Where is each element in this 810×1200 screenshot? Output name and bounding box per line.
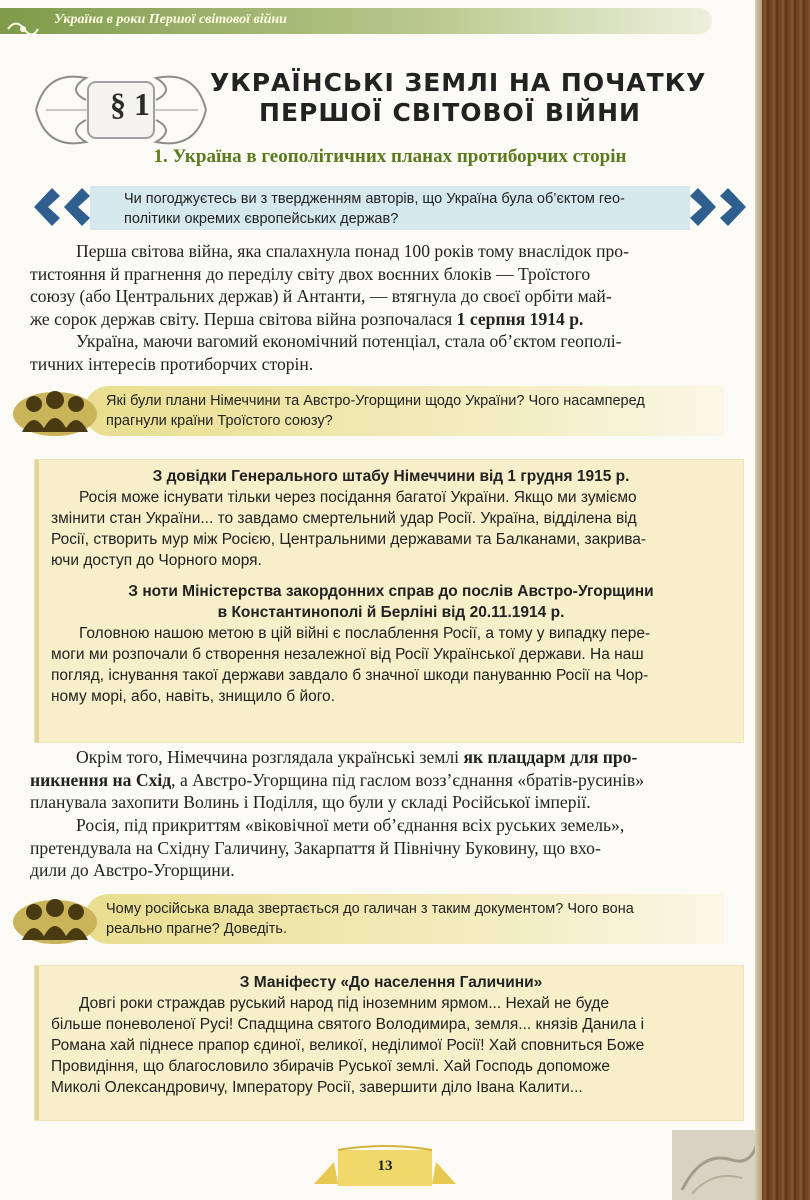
question-text: Чи погоджуєтесь ви з твердженням авторів, що Україна була об’єктом гео- політики окремих європейських держав?	[124, 191, 625, 227]
question-box-1	[30, 182, 750, 232]
book-spine	[762, 0, 810, 1200]
question-text: Які були плани Німеччини та Австро-Угорщини щодо України? Чого насамперед прагнули країни Троїстого союзу?	[106, 393, 645, 429]
running-header	[0, 8, 712, 34]
document-text: Росія може існувати тільки через посідання багатої України. Якщо ми зуміємо змінити стан України... то завдамо смертельний удар Росії. Україна, відділена від Росії, створить мур між Росією, Центральними державами та Балканами, закрива- ючи доступ до Чорного моря.	[51, 489, 647, 569]
running-title: Україна в роки Першої світової війни	[54, 12, 287, 27]
ornament-right-icon	[680, 182, 750, 232]
paragraph-4: Росія, під прикриттям «віковічної мети об’єднання всіх руських земель», претендувала на Східну Галичину, Закарпаття й Північну Буковину, що вхо- дили до Австро-Угорщини.	[30, 815, 625, 880]
paragraph-2: Україна, маючи вагомий економічний потенціал, стала об’єктом геополі- тичних інтересів протиборчих сторін.	[30, 331, 622, 374]
document-heading: З довідки Генерального штабу Німеччини від 1 грудня 1915 р.	[152, 468, 630, 485]
people-icon	[10, 384, 100, 440]
question-box-3	[10, 892, 730, 948]
paragraph-3: Окрім того, Німеччина розглядала українські землі як плацдарм для про- никнення на Схід, а Австро-Угорщина під гаслом возз’єднання «братів-русинів» планувала захопити Волинь і Поділля, що були у складі Російської імперії.	[30, 747, 645, 812]
title-line-1: УКРАЇНСЬКІ ЗЕМЛІ НА ПОЧАТКУ	[210, 68, 707, 97]
page-number: 13	[377, 1158, 393, 1174]
document-excerpts-box	[35, 460, 743, 742]
page-title	[210, 68, 707, 128]
header-ornament-icon	[6, 18, 40, 40]
document-heading: З ноти Міністерства закордонних справ до послів Австро-Угорщини в Константинополі й Берліні від 20.11.1914 р.	[128, 583, 654, 621]
document-heading: З Маніфесту «До населення Галичини»	[239, 974, 543, 991]
paragraph-1: Перша світова війна, яка спалахнула понад 100 років тому внаслідок про- тистояння й прагнення до переділу світу двох воєнних блоків — Троїстого союзу (або Центральних держав) й Антанти, — втягнула до своєї орбіти май- же сорок держав світу. Перша світова війна розпочалася 1 серпня 1914 р.	[30, 241, 629, 329]
section-number: § 1	[110, 86, 150, 122]
ornament-left-icon	[30, 182, 102, 232]
manifesto-box	[35, 966, 743, 1120]
document-text: Довгі роки страждав руський народ під іноземним ярмом... Нехай не буде більше поневоленої Русі! Спадщина святого Володимира, земля... князів Данила і Романа хай піднесе прапор єдиної, великої, неділимої Росії! Хай сповниться Боже Провидіння, що благословило збирачів Руської землі. Хай Господь допоможе Миколі Олександровичу, Імператору Росії, завершити діло Івана Калити...	[51, 995, 645, 1096]
question-box-2	[10, 384, 730, 440]
people-icon	[10, 892, 100, 948]
subheading: 1. Україна в геополітичних планах протиборчих сторін	[153, 146, 627, 167]
question-text: Чому російська влада звертається до галичан з таким документом? Чого вона реально прагне? Доведіть.	[106, 901, 634, 937]
title-line-2: ПЕРШОЇ СВІТОВОЇ ВІЙНИ	[259, 98, 641, 127]
page-number-ribbon	[310, 1144, 460, 1190]
document-text: Головною нашою метою в цій війні є послаблення Росії, а тому у випадку пере- моги ми розпочали б створення незалежної від Росії Української держави. На наш погляд, існування такої держави завдало б значної шкоди пануванню Росії на Чор- ному морі, або, навіть, знищило б його.	[51, 625, 651, 705]
corner-ornament-icon	[672, 1130, 762, 1200]
